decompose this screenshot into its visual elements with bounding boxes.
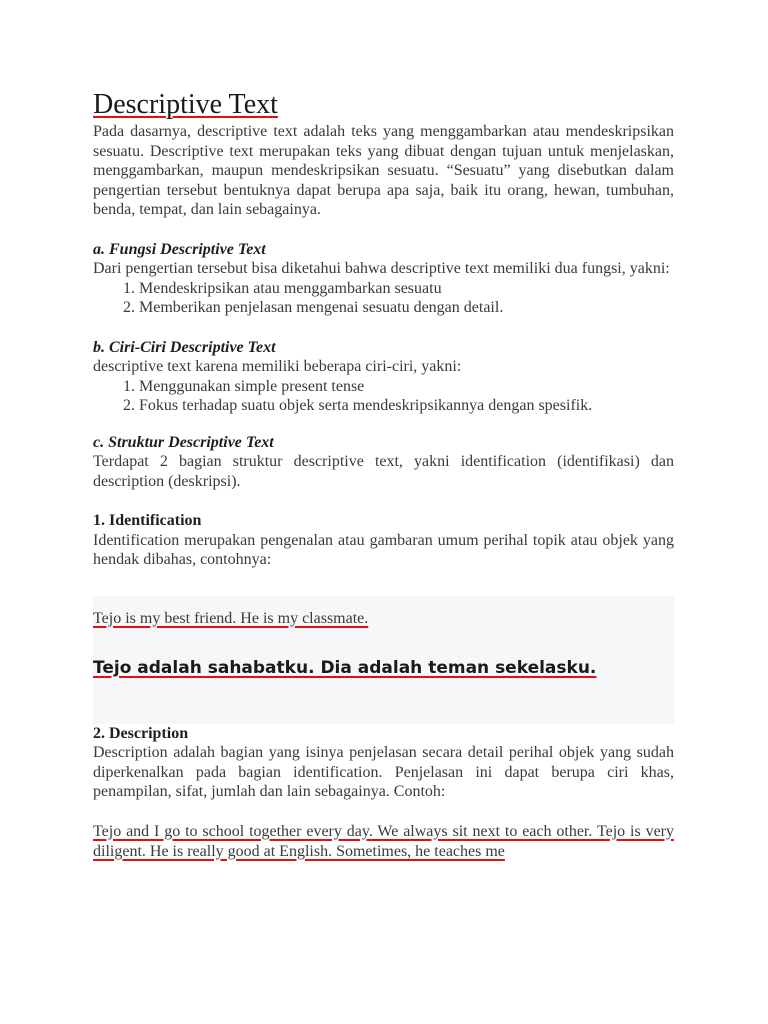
list-item: 2. Memberikan penjelasan mengenai sesuatu dengan detail. (139, 298, 674, 318)
description-example: Tejo and I go to school together every day. We always sit next to each other. Tejo is very diligent. He is really good at English. Sometimes, he teaches me (93, 822, 674, 860)
section-b-heading: b. Ciri-Ciri Descriptive Text (93, 338, 276, 356)
page-title: Descriptive Text (93, 89, 278, 120)
example-box (93, 596, 674, 724)
example-indonesian: Tejo adalah sahabatku. Dia adalah teman sekelasku. (93, 657, 597, 678)
section-b-text: descriptive text karena memiliki beberapa ciri-ciri, yakni: (93, 358, 462, 375)
intro-paragraph: Pada dasarnya, descriptive text adalah teks yang menggambarkan atau mendeskripsikan sesuatu. Descriptive text merupakan teks yang dibuat dengan tujuan untuk menjelaskan, menggambarkan, maupun mendeskripsikan sesuatu. “Sesuatu” yang disebutkan dalam pengertian tersebut bentuknya dapat berupa apa saja, baik itu orang, hewan, tumbuhan, benda, tempat, dan lain sebagainya. (93, 123, 674, 218)
list-item: 1. Menggunakan simple present tense (139, 377, 674, 397)
section-a-text: Dari pengertian tersebut bisa diketahui bahwa descriptive text memiliki dua fungsi, yakni: (93, 260, 670, 277)
section-c-heading: c. Struktur Descriptive Text (93, 433, 274, 451)
section-c-text: Terdapat 2 bagian struktur descriptive text, yakni identification (identifikasi) dan description (deskripsi). (93, 453, 674, 490)
list-item: 1. Mendeskripsikan atau menggambarkan sesuatu (139, 279, 674, 299)
description-text: Description adalah bagian yang isinya penjelasan secara detail perihal objek yang sudah diperkenalkan pada bagian identification. Penjelasan ini dapat berupa ciri khas, penampilan, sifat, jumlah dan lain sebagainya. Contoh: (93, 744, 674, 800)
list-item: 2. Fokus terhadap suatu objek serta mendeskripsikannya dengan spesifik. (139, 396, 674, 416)
section-a-list (93, 279, 674, 318)
identification-heading: 1. Identification (93, 512, 202, 529)
identification-text: Identification merupakan pengenalan atau gambaran umum perihal topik atau objek yang hendak dibahas, contohnya: (93, 531, 674, 568)
description-heading: 2. Description (93, 724, 189, 742)
section-a-heading: a. Fungsi Descriptive Text (93, 240, 266, 258)
section-b-list (93, 377, 674, 416)
document-content (93, 88, 674, 862)
example-english: Tejo is my best friend. He is my classmate. (93, 609, 369, 627)
